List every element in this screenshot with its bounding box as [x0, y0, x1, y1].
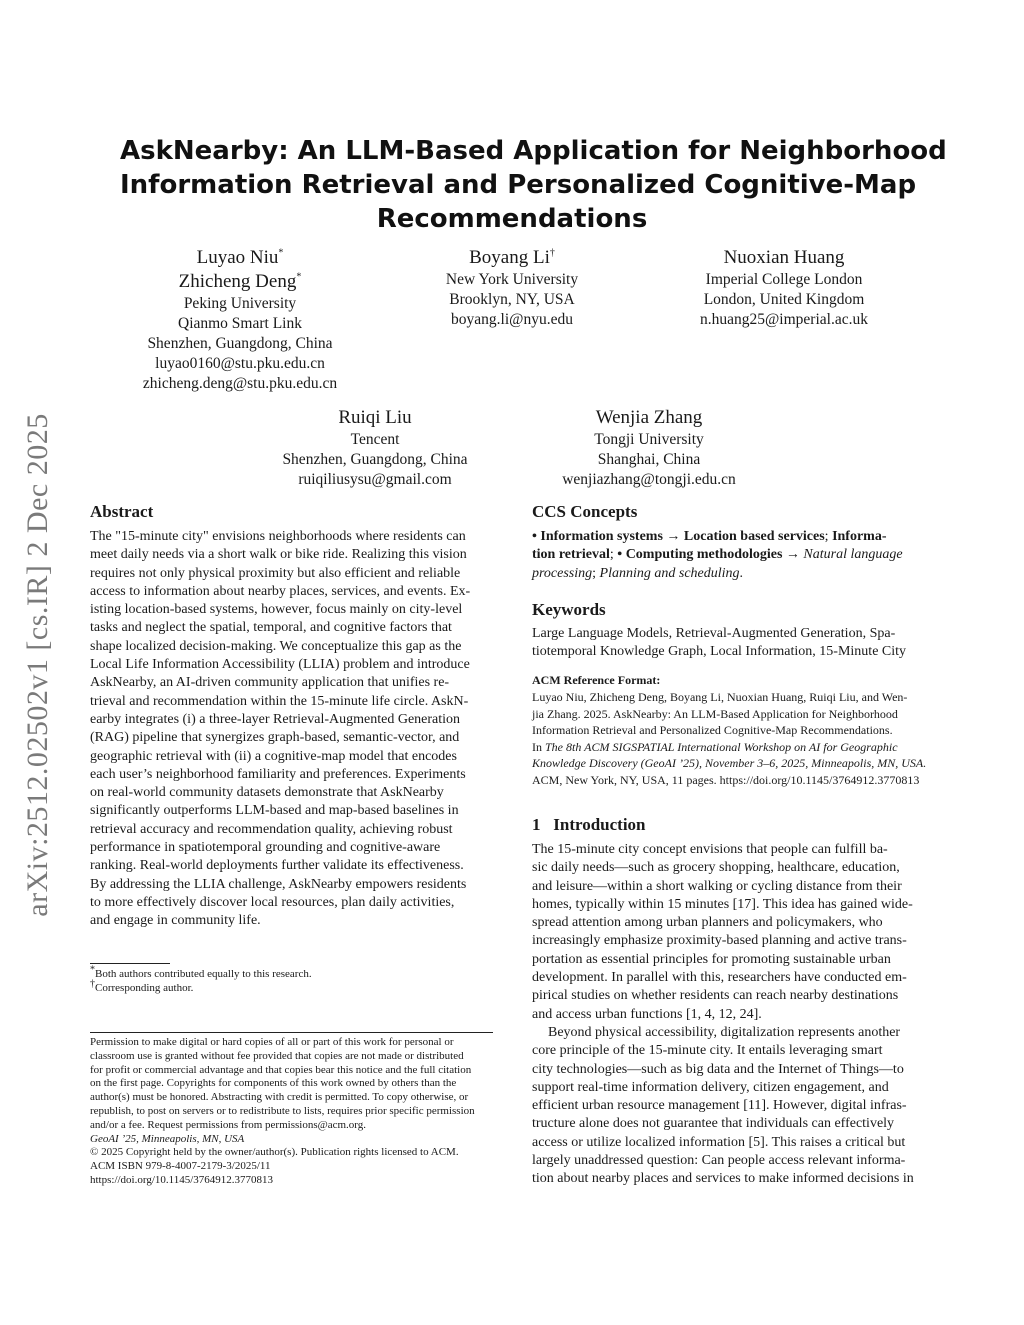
section-number: 1	[532, 815, 541, 834]
title-line: AskNearby: An LLM-Based Application for Neighborhood	[120, 136, 947, 166]
title-line: Recommendations	[376, 204, 648, 234]
keywords-body	[532, 625, 936, 662]
intro-line: access or utilize localized information [5]. This raises a critical but	[532, 1134, 906, 1150]
author-name: Wenjia Zhang	[595, 407, 703, 428]
intro-line: spread attention among urban planners and policymakers, who	[532, 915, 883, 931]
footnotes	[90, 964, 493, 996]
abstract-line: The "15-minute city" envisions neighborhoods where residents can	[90, 529, 466, 544]
permission-line: for profit or commercial advantage and that copies bear this notice and the full citation	[90, 1063, 472, 1076]
abstract-line: access to information about nearby places, services, and events. Ex-	[90, 583, 471, 599]
arxiv-identifier: arXiv:2512.02502v1 [cs.IR] 2 Dec 2025	[21, 413, 54, 917]
isbn: ACM ISBN 979-8-4007-2179-3/2025/11	[90, 1160, 271, 1173]
author-affiliation: Tongji University	[594, 431, 704, 448]
author-email[interactable]: luyao0160@stu.pku.edu.cn	[155, 355, 325, 372]
abstract-line: earby integrates (i) a three-layer Retrieval-Augmented Generation	[90, 711, 461, 727]
abstract-line: By addressing the LLIA challenge, AskNearby empowers residents	[90, 876, 467, 892]
intro-line: Beyond physical accessibility, digitalization represents another	[548, 1024, 901, 1040]
doi-link[interactable]: https://doi.org/10.1145/3764912.3770813	[90, 1173, 274, 1186]
author-block-3	[664, 246, 904, 330]
author-location: London, United Kingdom	[703, 291, 865, 308]
author-block-1	[120, 246, 360, 394]
permission-block	[90, 1036, 493, 1188]
intro-line: and access urban functions [1, 4, 12, 24].	[532, 1006, 762, 1022]
ccs-line: tion retrieval; • Computing methodologies → Natural language	[532, 547, 903, 563]
abstract-line: isting location-based systems, however, focus mainly on city-level	[90, 602, 463, 618]
section-title: Introduction	[553, 815, 646, 834]
author-block-5	[529, 406, 769, 490]
abstract-line: (RAG) pipeline that synergizes graph-based, semantic-vector, and	[90, 730, 460, 746]
abstract-line: each user’s neighborhood familiarity and preferences. Experiments	[90, 766, 466, 782]
abstract-line: performance in spatiotemporal grounding and cognitive-aware	[90, 840, 441, 856]
abstract-heading: Abstract	[90, 502, 154, 521]
introduction-body	[532, 841, 936, 1189]
introduction-heading	[532, 815, 646, 835]
intro-line: sic daily needs—such as grocery shopping, healthcare, education,	[532, 860, 900, 876]
abstract-line: Local Life Information Accessibility (LLIA) problem and introduce	[90, 657, 470, 673]
intro-line: largely unaddressed question: Can people access relevant informa-	[532, 1153, 906, 1169]
abstract-line: meet daily needs via a short walk or bike ride. Realizing this vision	[90, 547, 467, 563]
author-email[interactable]: wenjiazhang@tongji.edu.cn	[562, 471, 736, 488]
intro-line: portation as essential principles for promoting sustainable urban	[532, 951, 891, 967]
abstract-body	[90, 528, 493, 931]
abstract-line: requires not only physical proximity but also efficient and reliable	[90, 565, 461, 581]
footnote-equal-contribution: *Both authors contributed equally to this research.	[90, 964, 312, 980]
paper-title	[120, 134, 947, 236]
abstract-line: trieval and recommendation within the 15-minute life circle. AskN-	[90, 693, 469, 709]
author-name: Luyao Niu*	[196, 247, 284, 268]
author-name: Boyang Li†	[469, 247, 555, 268]
author-name: Nuoxian Huang	[723, 247, 845, 268]
abstract-line: AskNearby, an AI-driven community application that unifies re-	[90, 675, 450, 691]
abstract-line: on real-world community datasets demonstrate that AskNearby	[90, 785, 444, 801]
author-affiliation: Imperial College London	[705, 271, 863, 288]
intro-line: and leisure—within a short walking or cycling distance from their	[532, 878, 902, 894]
acm-ref-heading: ACM Reference Format:	[532, 673, 661, 687]
author-location: Shenzhen, Guangdong, China	[282, 451, 468, 468]
permission-line: and/or a fee. Request permissions from permissions@acm.org.	[90, 1118, 367, 1131]
acm-ref-line: jia Zhang. 2025. AskNearby: An LLM-Based Application for Neighborhood	[532, 706, 898, 721]
footnote-corresponding: †Corresponding author.	[90, 978, 194, 994]
abstract-line: to more effectively discover local resources, plan daily activities,	[90, 894, 455, 910]
intro-line: city technologies—such as big data and the Internet of Things—to	[532, 1061, 904, 1077]
venue: GeoAI ’25, Minneapolis, MN, USA	[90, 1132, 245, 1145]
abstract-line: and engage in community life.	[90, 913, 261, 929]
abstract-line: ranking. Real-world deployments further validate its effectiveness.	[90, 858, 464, 874]
keywords-line: Large Language Models, Retrieval-Augmented Generation, Spa-	[532, 626, 896, 641]
author-block-2	[392, 246, 632, 330]
author-affiliation: Peking University	[183, 295, 297, 312]
intro-line: The 15-minute city concept envisions that people can fulfill ba-	[532, 842, 888, 857]
intro-line: pirical studies on whether residents can reach nearby destinations	[532, 988, 899, 1004]
author-location: Brooklyn, NY, USA	[449, 291, 575, 308]
footnote-rule	[90, 963, 170, 964]
acm-ref-line: In The 8th ACM SIGSPATIAL International Workshop on AI for Geographic	[532, 739, 898, 754]
keywords-heading: Keywords	[532, 600, 606, 619]
author-location: Shanghai, China	[597, 451, 701, 468]
ccs-body	[532, 528, 936, 583]
permission-line: Permission to make digital or hard copies of all or part of this work for personal or	[90, 1036, 454, 1048]
permission-line: author(s) must be honored. Abstracting with credit is permitted. To copy otherwise, or	[90, 1091, 469, 1104]
abstract-line: shape localized decision-making. We conceptualize this gap as the	[90, 638, 462, 654]
intro-line: core principle of the 15-minute city. It entails leveraging smart	[532, 1043, 883, 1059]
author-email[interactable]: n.huang25@imperial.ac.uk	[700, 311, 868, 328]
author-affiliation: Tencent	[350, 431, 400, 448]
abstract-line: tasks and neglect the spatial, temporal, and cognitive factors that	[90, 620, 452, 636]
arxiv-sidebar	[10, 385, 66, 945]
abstract-line: retrieval accuracy and recommendation quality, achieving robust	[90, 821, 453, 837]
intro-line: tructure alone does not guarantee that individuals can effectively	[532, 1116, 895, 1132]
ccs-line: • Information systems → Location based services; Informa-	[532, 529, 887, 544]
intro-line: efficient urban resource management [11]. However, digital infras-	[532, 1098, 907, 1114]
author-name: Ruiqi Liu	[338, 407, 412, 428]
intro-line: homes, typically within 15 minutes [17]. This idea has gained wide-	[532, 896, 913, 912]
acm-ref-body	[532, 689, 936, 789]
keywords-line: tiotemporal Knowledge Graph, Local Information, 15-Minute City	[532, 644, 907, 660]
title-line: Information Retrieval and Personalized Cognitive-Map	[120, 170, 917, 200]
acm-ref-line: Information Retrieval and Personalized Cognitive-Map Recommendations.	[532, 723, 893, 738]
ccs-heading: CCS Concepts	[532, 502, 638, 521]
intro-line: development. In parallel with this, researchers have conducted em-	[532, 970, 907, 986]
author-location: Shenzhen, Guangdong, China	[147, 335, 333, 352]
permission-line: on the first page. Copyrights for components of this work owned by others than the	[90, 1077, 457, 1090]
intro-line: support real-time information delivery, citizen engagement, and	[532, 1079, 889, 1095]
copyright: © 2025 Copyright held by the owner/author(s). Publication rights licensed to ACM.	[90, 1146, 459, 1159]
permission-line: republish, to post on servers or to redistribute to lists, requires prior specific permission	[90, 1104, 475, 1117]
acm-ref-line: Luyao Niu, Zhicheng Deng, Boyang Li, Nuoxian Huang, Ruiqi Liu, and Wen-	[532, 690, 908, 704]
acm-ref-line: ACM, New York, NY, USA, 11 pages. https://doi.org/10.1145/3764912.3770813	[532, 772, 920, 787]
author-affiliation: New York University	[445, 271, 579, 288]
author-block-4	[255, 406, 495, 490]
intro-line: tion about nearby places and services to make informed decisions in	[532, 1171, 914, 1187]
author-email[interactable]: zhicheng.deng@stu.pku.edu.cn	[142, 375, 338, 392]
author-email[interactable]: boyang.li@nyu.edu	[451, 311, 573, 328]
ccs-line: processing; Planning and scheduling.	[532, 565, 744, 581]
abstract-line: significantly outperforms LLM-based and map-based baselines in	[90, 803, 459, 819]
permission-line: classroom use is granted without fee provided that copies are not made or distributed	[90, 1049, 464, 1062]
acm-ref-line: Knowledge Discovery (GeoAI ’25), November 3–6, 2025, Minneapolis, MN, USA.	[532, 756, 927, 771]
abstract-line: geographic retrieval with (ii) a cognitive-map model that encodes	[90, 748, 457, 764]
permission-rule	[90, 1032, 493, 1033]
author-affiliation: Qianmo Smart Link	[178, 315, 302, 332]
intro-line: increasingly emphasize proximity-based planning and active trans-	[532, 933, 907, 949]
author-name: Zhicheng Deng*	[178, 271, 302, 292]
author-email[interactable]: ruiqiliusysu@gmail.com	[298, 471, 452, 488]
